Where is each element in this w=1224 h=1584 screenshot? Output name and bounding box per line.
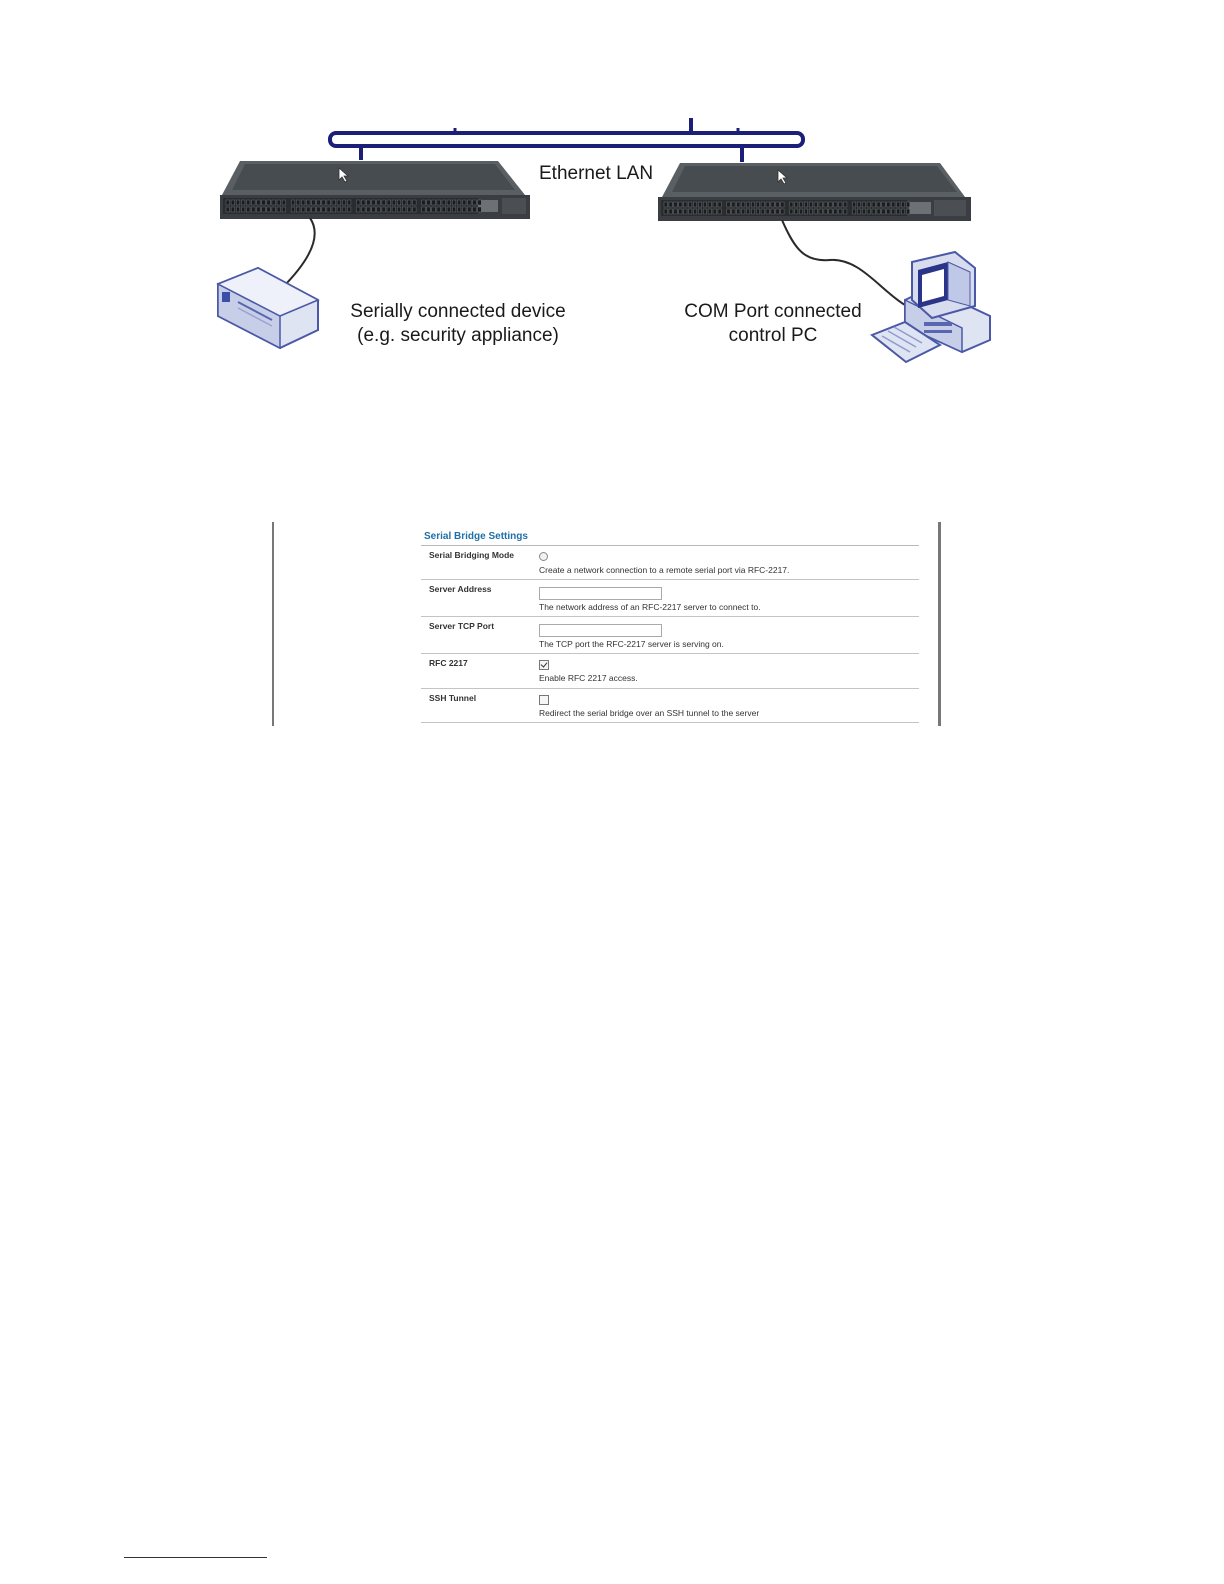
switch-port [468,200,472,205]
switch-port [882,202,885,207]
switch-port [674,202,677,207]
switch-port [901,209,904,214]
switch-port [407,207,411,212]
switch-port [737,202,740,207]
switch-port [901,202,904,207]
switch-port [407,200,411,205]
switch-port [473,207,477,212]
switch-port [892,202,895,207]
switch-port [382,200,386,205]
radio-button[interactable] [539,552,548,561]
switch-port [693,209,696,214]
switch-port [282,207,286,212]
switch-port [698,202,701,207]
switch-port [478,200,482,205]
switch-port [897,202,900,207]
switch-port [356,207,360,212]
row-description: The TCP port the RFC-2217 server is serving on. [539,639,724,649]
switch-port [703,209,706,214]
switch-port [776,202,779,207]
switch-port [241,207,245,212]
switch-port [246,207,250,212]
ethernet-lan-label: Ethernet LAN [539,163,654,184]
switch-port [442,200,446,205]
switch-port [689,209,692,214]
switch-port [462,200,466,205]
switch-port [781,202,784,207]
switch-port [790,202,793,207]
switch-port [432,207,436,212]
switch-port [804,209,807,214]
switch-port [877,209,880,214]
switch-port [839,202,842,207]
switch-port [312,207,316,212]
serial-bridging-mode-row [421,546,919,580]
switch-port [402,207,406,212]
switch-port [392,207,396,212]
switch-port [664,202,667,207]
switch-port [277,200,281,205]
switch-port [761,209,764,214]
switch-port [342,200,346,205]
panel-title: Serial Bridge Settings [421,529,919,546]
switch-port [829,209,832,214]
switch-port [844,202,847,207]
switch-port [307,207,311,212]
switch-port [322,207,326,212]
ssh-tunnel-checkbox[interactable] [539,695,549,705]
switch-port [746,202,749,207]
switch-port [674,209,677,214]
switch-port [703,202,706,207]
switch-port [887,209,890,214]
switch-port [473,200,477,205]
switch-port [367,207,371,212]
switch-port [367,200,371,205]
switch-port [317,207,321,212]
switch-port [669,209,672,214]
switch-port [377,207,381,212]
switch-port [312,200,316,205]
switch-port [756,202,759,207]
switch-port [252,207,256,212]
switch-port [781,209,784,214]
switch-port [452,207,456,212]
switch-port [862,202,865,207]
switch-port [892,209,895,214]
switch-port [397,200,401,205]
ssh-tunnel-row [421,689,919,723]
switch-port [727,209,730,214]
switch-port [422,207,426,212]
switch-port [737,209,740,214]
switch-port [447,207,451,212]
switch-port [795,209,798,214]
switch-port [732,209,735,214]
frame-border-right [938,522,941,726]
ethernet-lan-bus [330,133,803,146]
switch-port [327,200,331,205]
row-label: SSH Tunnel [429,693,477,703]
row-description: Enable RFC 2217 access. [539,673,638,683]
server-tcp-port-row [421,617,919,654]
switch-port [887,202,890,207]
network-diagram [0,0,1224,420]
switch-port [751,202,754,207]
switch-port [397,207,401,212]
server-tcp-port-input[interactable] [539,624,662,637]
switch-port [262,207,266,212]
switch-port [844,209,847,214]
switch-port [790,209,793,214]
switch-port [452,200,456,205]
switch-port [468,207,472,212]
serial-device-label-line1: Serially connected device [350,301,566,322]
switch-port [337,207,341,212]
switch-port [679,202,682,207]
row-description: The network address of an RFC-2217 server to connect to. [539,602,761,612]
switch-port [246,200,250,205]
switch-port [857,209,860,214]
switch-port [257,200,261,205]
switch-port [718,209,721,214]
switch-port [852,209,855,214]
switch-port [689,202,692,207]
switch-port [852,202,855,207]
switch-port [362,207,366,212]
switch-port [698,209,701,214]
switch-port [718,202,721,207]
switch-port [804,202,807,207]
switch-port [824,209,827,214]
switch-port [372,200,376,205]
switch-port [387,207,391,212]
serial-bridging-mode-radio[interactable] [539,552,548,561]
switch-port [372,207,376,212]
switch-port [462,207,466,212]
server-tcp-port-control [539,622,662,640]
serial-device-label-line2: (e.g. security appliance) [357,325,559,346]
switch-port [301,200,305,205]
switch-port [296,200,300,205]
switch-port [457,200,461,205]
switch-port [766,202,769,207]
switch-port [241,200,245,205]
switch-port [413,200,417,205]
control-pc-label-line1: COM Port connected [684,301,862,322]
switch-port [296,207,300,212]
frame-border-left [272,522,274,726]
switch-port [713,209,716,214]
rfc-2217-row [421,654,919,689]
switch-port [356,200,360,205]
switch-port [277,207,281,212]
switch-port [742,209,745,214]
switch-port [437,207,441,212]
switch-port [327,207,331,212]
control-pc-label-line2: control PC [728,325,818,346]
switch-port [236,207,240,212]
switch-port [267,207,271,212]
switch-port [236,200,240,205]
row-description: Create a network connection to a remote serial port via RFC-2217. [539,565,790,575]
switch-port [897,209,900,214]
switch-port [432,200,436,205]
switch-port [272,200,276,205]
control-pc-icon [872,252,990,362]
serial-bridge-settings-panel [421,529,919,723]
row-label: Server Address [429,584,492,594]
switch-port [669,202,672,207]
switch-port [252,200,256,205]
switch-port [771,209,774,214]
switch-port [267,200,271,205]
row-label: Serial Bridging Mode [429,550,515,560]
server-address-row [421,580,919,617]
switch-port [427,200,431,205]
switch-port [867,202,870,207]
switch-port [382,207,386,212]
switch-port [347,207,351,212]
switch-port [872,202,875,207]
switch-port [679,209,682,214]
switch-port [872,209,875,214]
switch-port [478,207,482,212]
switch-port [819,202,822,207]
switch-port [766,209,769,214]
switch-port [301,207,305,212]
switch-port [761,202,764,207]
switch-port [809,209,812,214]
switch-port [906,209,909,214]
switch-port [867,209,870,214]
switch-port [877,202,880,207]
switch-port [713,202,716,207]
switch-port [402,200,406,205]
switch-port [824,202,827,207]
server-address-control [539,585,662,603]
security-appliance-icon [218,268,318,348]
switch-port [332,200,336,205]
switch-port [226,200,230,205]
switch-port [727,202,730,207]
serial-cable-left [282,218,315,288]
switch-port [809,202,812,207]
switch-port [906,202,909,207]
switch-port [437,200,441,205]
switch-port [862,209,865,214]
switch-port [839,209,842,214]
switch-port [708,202,711,207]
switch-port [684,202,687,207]
switch-port [693,202,696,207]
switch-port [814,202,817,207]
switch-port [307,200,311,205]
switch-port [362,200,366,205]
switch-port [814,209,817,214]
switch-port [834,202,837,207]
switch-port [776,209,779,214]
switch-port [257,207,261,212]
switch-port [231,200,235,205]
switch-port [457,207,461,212]
row-label: Server TCP Port [429,621,495,631]
switch-port [422,200,426,205]
switch-port [282,200,286,205]
row-label: RFC 2217 [429,658,468,668]
switch-port [799,202,802,207]
switch-port [771,202,774,207]
switch-port [337,200,341,205]
switch-port [262,200,266,205]
switch-port [795,202,798,207]
switch-port [377,200,381,205]
switch-port [291,207,295,212]
switch-port [664,209,667,214]
row-description: Redirect the serial bridge over an SSH tunnel to the server [539,708,760,718]
switch-port [732,202,735,207]
switch-port [272,207,276,212]
rfc-2217-control [539,660,549,670]
switch-port [427,207,431,212]
switch-port [231,207,235,212]
switch-port [322,200,326,205]
switch-port [834,209,837,214]
server-address-input[interactable] [539,587,662,600]
switch-port [708,209,711,214]
rfc-2217-checkbox[interactable] [539,660,549,670]
switch-port [684,209,687,214]
ssh-tunnel-control [539,695,549,705]
switch-port [746,209,749,214]
switch-port [413,207,417,212]
switch-port [342,207,346,212]
switch-port [442,207,446,212]
switch-port [819,209,822,214]
serial-cable-right [782,220,905,305]
switch-port [799,209,802,214]
switch-port [857,202,860,207]
footnote-separator [124,1557,267,1558]
switch-port [882,209,885,214]
switch-port [751,209,754,214]
settings-screenshot-frame [272,522,942,726]
switch-port [447,200,451,205]
switch-port [317,200,321,205]
switch-port [387,200,391,205]
switch-port [829,202,832,207]
switch-port [347,200,351,205]
switch-port [332,207,336,212]
switch-port [226,207,230,212]
switch-port [756,209,759,214]
switch-port [742,202,745,207]
switch-port [291,200,295,205]
switch-port [392,200,396,205]
